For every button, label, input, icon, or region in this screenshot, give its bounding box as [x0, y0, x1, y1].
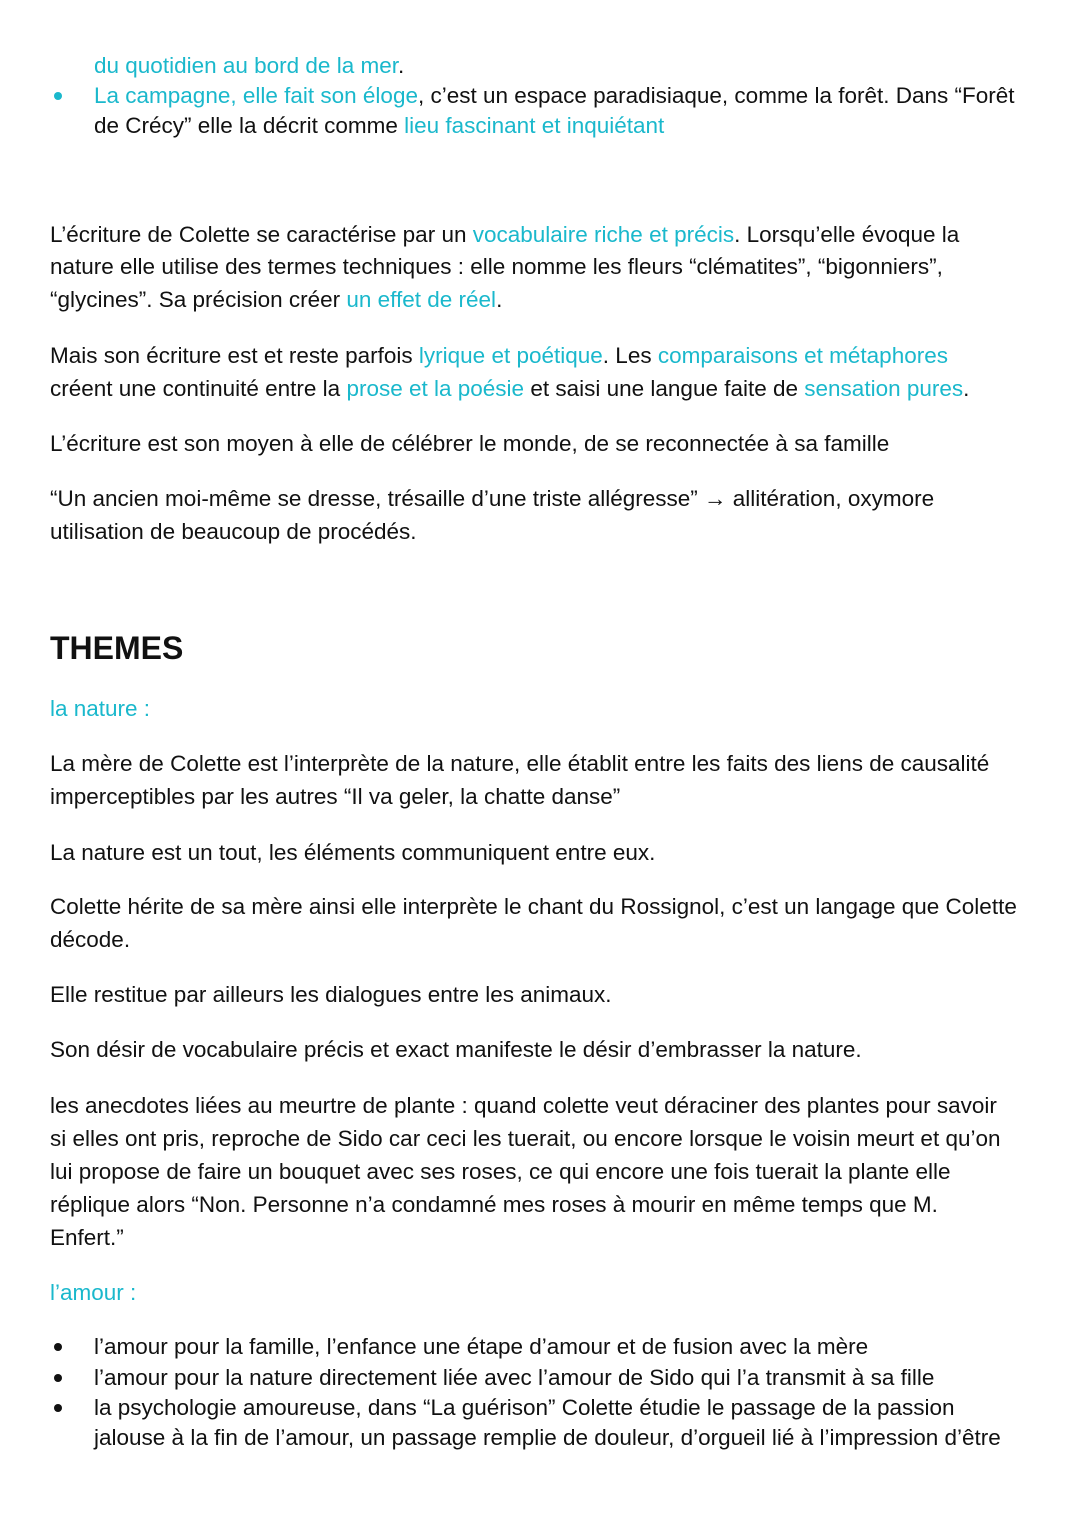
list-item [94, 81, 1015, 142]
text-line [94, 81, 1015, 112]
text-line [50, 1155, 1001, 1188]
text-line [50, 372, 969, 405]
text: Mais son écriture est et reste parfois [50, 342, 419, 368]
text-line [50, 251, 959, 284]
highlighted-text: sensation pures [804, 375, 964, 401]
text-line [50, 339, 969, 372]
highlighted-text: prose et la poésie [346, 375, 525, 401]
text: Colette hérite de sa mère ainsi elle interprète le chant du Rossignol, c’est un langage que Colette [50, 893, 1017, 919]
text: si elles ont pris, reproche de Sido car ceci les tuerait, ou encore lorsque le voisin meurt et qu’on [50, 1125, 1001, 1151]
text-line [94, 1423, 1001, 1453]
text: . [397, 52, 405, 78]
paragraph [50, 339, 969, 405]
list-item [94, 1332, 868, 1362]
list-item [94, 51, 404, 82]
text: la psychologie amoureuse, dans “La guérison” Colette étudie le passage de la passion [94, 1395, 955, 1420]
text: créent une continuité entre la [50, 375, 347, 401]
highlighted-text: La campagne, elle fait son éloge [94, 82, 418, 108]
paragraph [50, 1089, 1001, 1254]
paragraph [50, 482, 934, 548]
bullet-dot-icon [54, 92, 62, 100]
text-line [50, 692, 150, 725]
list-item [94, 1393, 1001, 1453]
text-line [94, 111, 1015, 142]
text-line [50, 1033, 862, 1066]
paragraph [50, 978, 612, 1011]
text-line [50, 628, 183, 668]
paragraph [50, 1033, 862, 1066]
text: jalouse à la fin de l’amour, un passage remplie de douleur, d’orgueil lié à l’impression d’être [94, 1425, 1001, 1450]
text-line [50, 780, 989, 813]
text: . Lorsqu’elle évoque la [734, 221, 960, 247]
text: l’amour pour la famille, l’enfance une étape d’amour et de fusion avec la mère [94, 1334, 869, 1359]
paragraph [50, 890, 1017, 956]
highlighted-text: vocabulaire riche et précis [472, 221, 735, 247]
text-line [50, 890, 1017, 923]
highlighted-text: lieu fascinant et inquiétant [404, 113, 665, 139]
text: utilisation de beaucoup de procédés. [50, 518, 417, 544]
text-line [94, 51, 404, 82]
text: , c’est un espace paradisiaque, comme la forêt. Dans “Forêt [417, 82, 1015, 108]
text-line [50, 1089, 1001, 1122]
highlighted-text: la nature : [50, 695, 151, 721]
theme-subheading [50, 692, 150, 725]
highlighted-text: un effet de réel [346, 286, 497, 312]
text: La mère de Colette est l’interprète de la nature, elle établit entre les faits des liens de causalité [50, 750, 990, 776]
text: . [496, 286, 503, 312]
text: décode. [50, 926, 131, 952]
text: L’écriture est son moyen à elle de célébrer le monde, de se reconnectée à sa famille [50, 430, 890, 456]
text: imperceptibles par les autres “Il va geler, la chatte danse” [50, 783, 621, 809]
bullet-dot-icon [54, 1374, 62, 1382]
text: de Crécy” elle la décrit comme [94, 113, 405, 139]
text: . Les [602, 342, 658, 368]
text: L’écriture de Colette se caractérise par un [50, 221, 473, 247]
text: “glycines”. Sa précision créer [50, 286, 347, 312]
text: l’amour pour la nature directement liée avec l’amour de Sido qui l’a transmit à sa fille [94, 1365, 935, 1390]
text-line [50, 515, 934, 548]
text: réplique alors “Non. Personne n’a condamné mes roses à mourir en même temps que M. [50, 1191, 938, 1217]
text-line [50, 284, 959, 317]
bullet-dot-icon [54, 1343, 62, 1351]
text-line [50, 747, 989, 780]
highlighted-text: l’amour : [50, 1279, 137, 1305]
text: les anecdotes liées au meurtre de plante : quand colette veut déraciner des plantes pour savoir [50, 1092, 997, 1118]
text: La nature est un tout, les éléments communiquent entre eux. [50, 839, 656, 865]
text: et saisi une langue faite de [524, 375, 805, 401]
text: “Un ancien moi-même se dresse, trésaille d’une triste allégresse” → allitération, oxymore [50, 485, 935, 511]
text-line [50, 1221, 1001, 1254]
text: nature elle utilise des termes techniques : elle nomme les fleurs “clématites”, “bigonniers”, [50, 254, 943, 280]
section-heading [50, 628, 183, 668]
text-line [50, 1188, 1001, 1221]
text: Elle restitue par ailleurs les dialogues entre les animaux. [50, 981, 612, 1007]
text-line [50, 482, 934, 515]
text-line [50, 1122, 1001, 1155]
paragraph [50, 836, 655, 869]
text: Enfert.” [50, 1224, 124, 1250]
text: . [963, 375, 970, 401]
theme-subheading [50, 1276, 136, 1309]
text-line [94, 1332, 868, 1362]
list-item [94, 1363, 934, 1393]
text-line [50, 219, 959, 252]
text-line [94, 1393, 1001, 1423]
text-line [50, 427, 889, 460]
text: lui propose de faire un bouquet avec ses roses, ce qui encore une fois tuerait la plante elle [50, 1158, 951, 1184]
paragraph [50, 747, 989, 813]
text-line [50, 923, 1017, 956]
text: THEMES [50, 630, 184, 666]
highlighted-text: comparaisons et métaphores [657, 342, 948, 368]
paragraph [50, 219, 959, 317]
highlighted-text: lyrique et poétique [418, 342, 603, 368]
highlighted-text: du quotidien au bord de la mer [94, 52, 398, 78]
bullet-dot-icon [54, 1404, 62, 1412]
text-line [50, 836, 655, 869]
text: Son désir de vocabulaire précis et exact manifeste le désir d’embrasser la nature. [50, 1036, 862, 1062]
text-line [50, 978, 612, 1011]
paragraph [50, 427, 889, 460]
text-line [94, 1363, 934, 1393]
text-line [50, 1276, 136, 1309]
